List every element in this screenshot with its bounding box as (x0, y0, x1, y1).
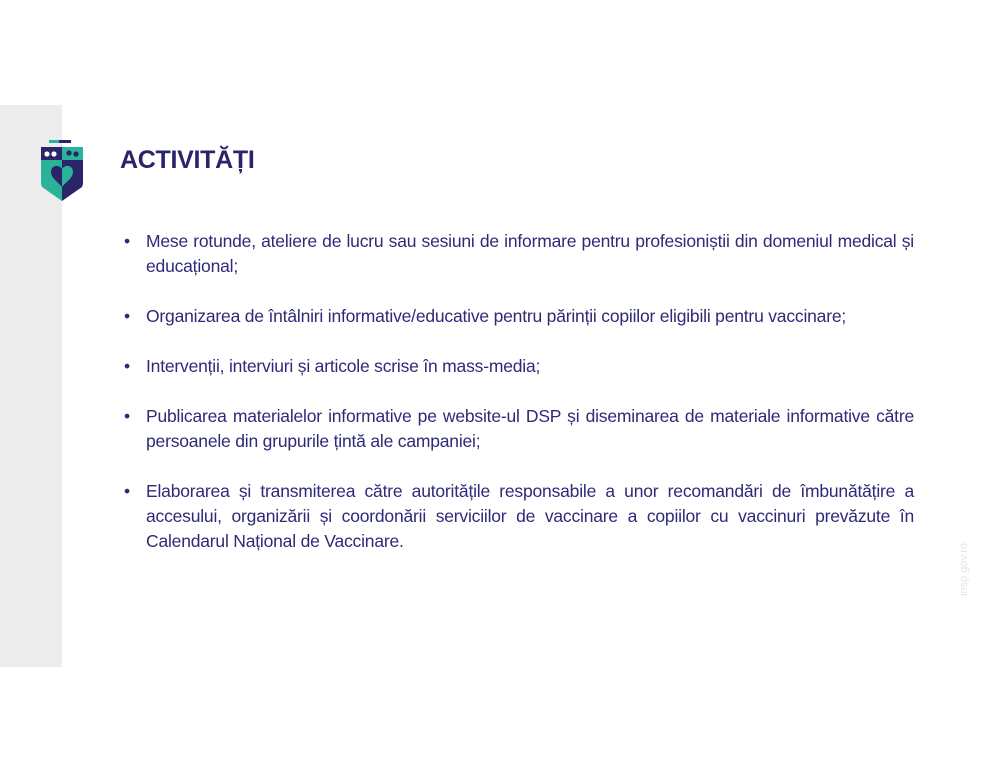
list-item (122, 479, 914, 554)
list-item-text: Publicarea materialelor informative pe website-ul DSP și diseminarea de materiale informative către persoanele din grupurile țintă ale campaniei; (146, 406, 914, 451)
bullet-icon: • (124, 231, 130, 251)
list-item (122, 229, 914, 279)
page-title: ACTIVITĂȚI (120, 146, 255, 174)
bullet-icon: • (124, 481, 130, 501)
bullet-icon: • (124, 406, 130, 426)
bullet-icon: • (124, 306, 130, 326)
shield-heart-logo-icon (38, 139, 86, 203)
list-item (122, 304, 914, 329)
list-item-text: Elaborarea și transmiterea către autoritățile responsabile a unor recomandări de îmbunătățire a accesului, organizării și coordonării serviciilor de vaccinare a copiilor cu vaccinuri prevăzute în Calendarul Național de Vaccinare. (146, 481, 914, 551)
list-item-text: Mese rotunde, ateliere de lucru sau sesiuni de informare pentru profesioniștii din domeniul medical și educațional; (146, 231, 914, 276)
list-item (122, 354, 914, 379)
activities-list (122, 229, 914, 579)
watermark-text: insp.gov.ro (958, 543, 970, 596)
list-item-text: Organizarea de întâlniri informative/educative pentru părinții copiilor eligibili pentru vaccinare; (146, 306, 847, 326)
list-item (122, 404, 914, 454)
list-item-text: Intervenții, interviuri și articole scrise în mass-media; (146, 356, 541, 376)
bullet-icon: • (124, 356, 130, 376)
